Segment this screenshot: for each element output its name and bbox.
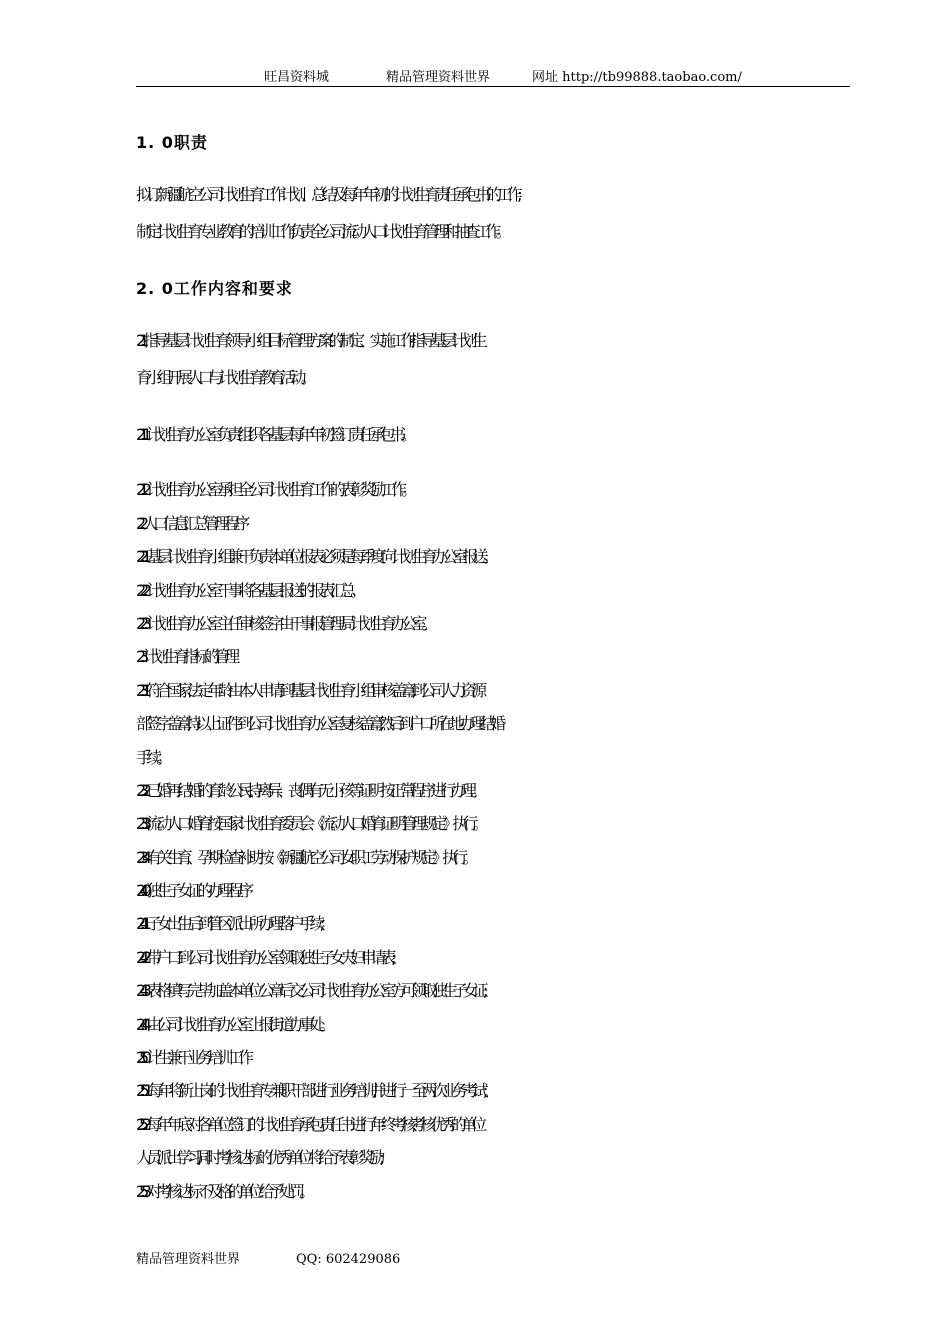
header-url: 网址 http://tb99888.taobao.com/: [532, 70, 742, 85]
page-footer: [136, 1248, 400, 1267]
clause-line: 手续。: [136, 747, 167, 767]
clause-line: 2. 2 人口信息汇总管理程序: [136, 513, 245, 533]
clause-line: 2. 4. 4由公司计划生育办公室上报街道办事处。: [136, 1014, 330, 1034]
clause-line: 2.5.1每年将新上岗的计划生育专兼职干部进行业务培训, 并进行一至两次业务考试;: [136, 1081, 483, 1101]
document-body: [136, 126, 856, 1208]
footer-label: 精品管理资料世界: [136, 1252, 241, 1267]
clause-line: 2. 4. 0独生子女证的办理程序: [136, 881, 249, 901]
clause-line: 人员派出学习, 同时考核达标的优秀单位将给予表彰奖励;: [136, 1148, 379, 1168]
section-heading-work-content: 2. 0工作内容和要求: [136, 279, 293, 298]
header-site-name: 旺昌资料城: [264, 70, 330, 85]
clause-line: 2. 4. 1子女出生后到管区派出所办理落户手续;: [136, 914, 320, 934]
header-site-title: 精品管理资料世界: [386, 70, 491, 85]
clause-line: 2. 3. 3流动人口婚育按国家计划生育委员会《流动人口婚育证明管理规定》执行。: [136, 814, 483, 834]
paragraph-line: 拟订新疆航空公司计划生育工作计划、总结及每年年初的计划生育责任承包书的工作;: [136, 185, 517, 204]
clause-line: 2. 3. 4有关生育、孕期检查补助按《新疆航空公司女职工劳动保护规定》执行。: [136, 847, 473, 867]
clause-line: 2. 2. 1基层计划生育小组兼干负责本单位报表必须是每季度向计划生育办公室报送。: [136, 547, 494, 567]
clause-line: 2. 4. 3表格填写完毕加盖本单位公章后交公司计划生育办公室方可领取独生子女证;: [136, 981, 483, 1001]
clause-line: 2. 5. 3对考核达标不及格的单位给予处罚。: [136, 1181, 310, 1201]
clause-line: 2. 4. 2带户口到公司计划生育办公室领取独生子女夫妇申请表;: [136, 947, 391, 967]
clause-line: 2. 3. 2已婚再结婚的育龄公民, 持离异、丧偶有无小孩等证明按正常程序进行办理。: [136, 780, 482, 800]
clause-line: 部签字盖章, 持以上证件到公司计划生育办公室复核盖章, 然后到户口所在地办理结婚: [136, 714, 501, 734]
clause-line: 2. 5. 0计生兼干业务培训工作: [136, 1048, 249, 1068]
footer-qq: QQ: 602429086: [296, 1252, 401, 1267]
clause-line: 2. 1. 2计划生育办公室承担全公司计划生育工作的表彰奖励工作。: [136, 480, 412, 500]
page-header: [136, 62, 850, 87]
clause-line: 2. 2. 3计划生育办公室主任审核签字由干事报管理局计划生育办公室。: [136, 613, 432, 633]
paragraph-line: 制定计划生育专业教育的培训工作; 负责全公司流动人口计划生育管理和抽查工作。: [136, 222, 506, 241]
clause-line: 2. 3. 1符合国家法定年龄由本人申请到基层计划生育小组审核盖章, 到公司人力资源: [136, 680, 482, 700]
paragraph-line: 2. 1 指导基层计划生育领导小组目标管理方案的制定、实施工作; 指导基层计划生: [136, 331, 483, 350]
clause-line: 2. 2. 2计划生育办公室干事将各基层报送的报表汇总。: [136, 580, 361, 600]
section-heading-duties: 1. 0职责: [136, 133, 208, 152]
clause-line: 2. 3 计划生育指标的管理: [136, 647, 235, 667]
clause-line: 2. 1. 1 计划生育办公室负责组织各基层每年年初签订责任承包书。: [136, 425, 411, 444]
paragraph-line: 育小组开展人口与计划生育教育活动。: [136, 368, 312, 387]
clause-line: 2. 5. 2每年年底对各单位签订的计划生育承包责任书进行年终考核, 考核优秀的单位: [136, 1114, 482, 1134]
